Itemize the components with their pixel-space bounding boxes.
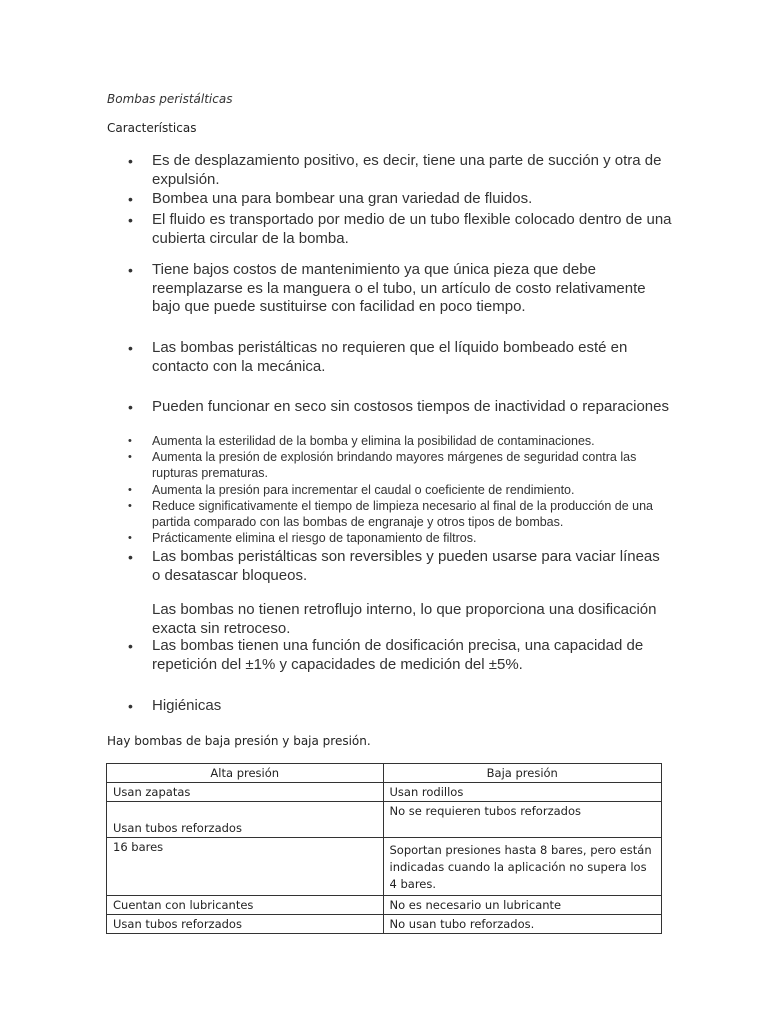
table-cell: No se requieren tubos reforzados (383, 802, 662, 838)
table-cell: No es necesario un lubricante (383, 896, 662, 915)
list-item-text: Aumenta la presión para incrementar el caudal o coeficiente de rendimiento. (152, 483, 575, 497)
list-item-text: Higiénicas (152, 697, 222, 714)
bullet-marker: • (128, 549, 133, 565)
bullet-marker: • (128, 435, 132, 447)
list-item-text: Las bombas peristálticas son reversibles y pueden usarse para vaciar líneas o desatascar bloqueos. (152, 548, 660, 584)
table-cell: Soportan presiones hasta 8 bares, pero están indicadas cuando la aplicación no supera los 4 bares. (383, 838, 662, 896)
list-item-text: Tiene bajos costos de mantenimiento ya que única pieza que debe reemplazarse es la manguera o el tubo, un artículo de costo relativamente bajo que puede sustituirse con facilidad en poco tiempo. (152, 261, 646, 315)
table-cell: Usan zapatas (107, 783, 384, 802)
table-cell: Cuentan con lubricantes (107, 896, 384, 915)
bullet-marker: • (128, 153, 133, 169)
table-cell: No usan tubo reforzados. (383, 915, 662, 934)
table-row (107, 838, 662, 896)
bullet-marker: • (128, 484, 132, 496)
bullet-marker: • (128, 451, 132, 463)
table-row (107, 783, 662, 802)
list-item-text: Bombea una para bombear una gran variedad de fluidos. (152, 190, 533, 207)
bullet-marker: • (128, 500, 132, 512)
list-item-text: Es de desplazamiento positivo, es decir, tiene una parte de succión y otra de expulsión. (152, 152, 662, 188)
list-item-text: Las bombas peristálticas no requieren que el líquido bombeado esté en contacto con la mecánica. (152, 339, 628, 375)
list-item-text: Reduce significativamente el tiempo de limpieza necesario al final de la producción de una partida comparado con las bombas de engranaje y otros tipos de bombas. (152, 499, 653, 529)
list-item-text: Aumenta la presión de explosión brindando mayores márgenes de seguridad contra las rupturas prematuras. (152, 450, 637, 480)
list-item-text: Las bombas tienen una función de dosificación precisa, una capacidad de repetición del ±1% y capacidades de medición del ±5%. (152, 637, 644, 673)
bullet-marker: • (128, 212, 133, 228)
bullet-marker: • (128, 698, 133, 714)
table-intro: Hay bombas de baja presión y baja presión. (107, 734, 371, 748)
list-item-text: Prácticamente elimina el riesgo de taponamiento de filtros. (152, 531, 477, 545)
table-cell: Usan rodillos (383, 783, 662, 802)
bullet-marker: • (128, 340, 133, 356)
column-header-alta: Alta presión (107, 764, 384, 783)
list-item-text: Aumenta la esterilidad de la bomba y elimina la posibilidad de contaminaciones. (152, 434, 595, 448)
table-row (107, 896, 662, 915)
list-item-text: Pueden funcionar en seco sin costosos tiempos de inactividad o reparaciones (152, 398, 669, 415)
table-cell: 16 bares (107, 838, 384, 896)
bullet-marker: • (128, 191, 133, 207)
section-heading: Características (107, 121, 197, 135)
list-item-text: El fluido es transportado por medio de un tubo flexible colocado dentro de una cubierta circular de la bomba. (152, 211, 672, 247)
document-title: Bombas peristálticas (107, 92, 233, 106)
table-header-row (107, 764, 662, 783)
bullet-marker: • (128, 638, 133, 654)
table-cell: Usan tubos reforzados (107, 915, 384, 934)
table-row (107, 915, 662, 934)
paragraph: Las bombas no tienen retroflujo interno, lo que proporciona una dosificación exacta sin retroceso. (152, 601, 657, 637)
bullet-marker: • (128, 399, 133, 415)
table-row (107, 802, 662, 838)
comparison-table (106, 763, 662, 934)
column-header-baja: Baja presión (383, 764, 662, 783)
bullet-marker: • (128, 532, 132, 544)
table-cell: Usan tubos reforzados (107, 802, 384, 838)
bullet-marker: • (128, 262, 133, 278)
